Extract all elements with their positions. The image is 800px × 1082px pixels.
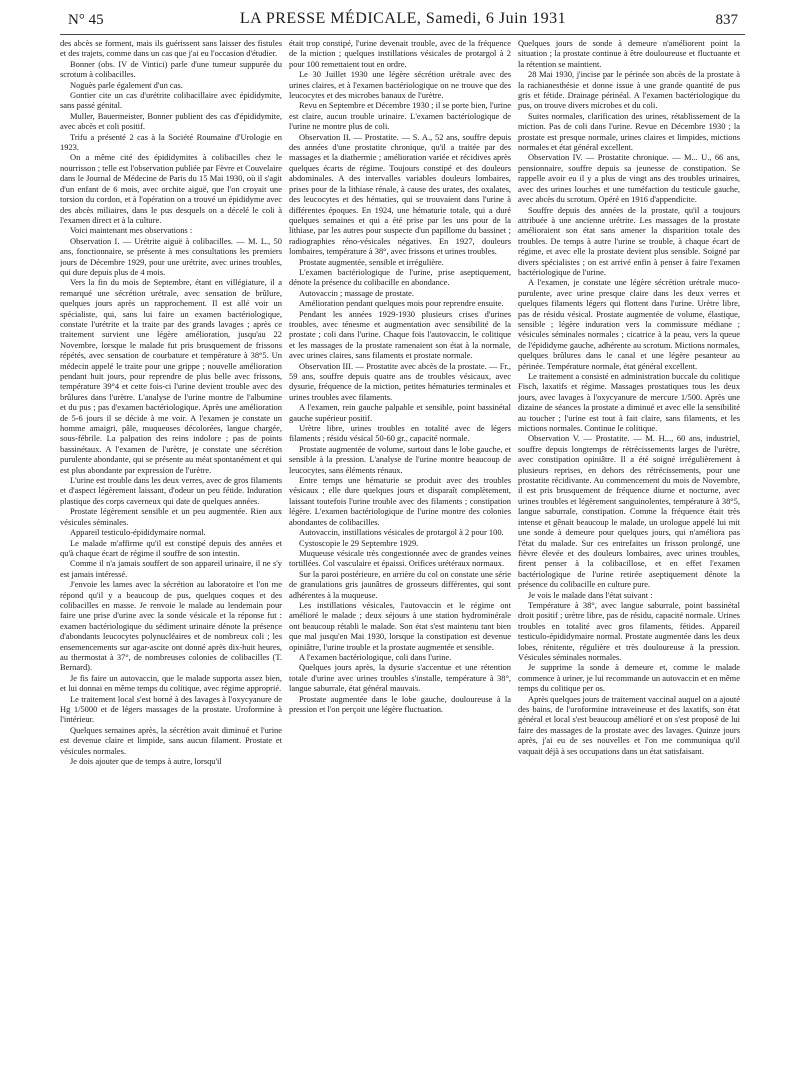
paragraph: Prostate légèrement sensible et un peu augmentée. Rien aux vésicules séminales. xyxy=(60,506,282,527)
paragraph: Le malade m'affirme qu'il est constipé depuis des années et qu'à chaque écart de régime il souffre de son intestin. xyxy=(60,537,282,558)
paragraph: L'urine est trouble dans les deux verres, avec de gros filaments et d'aspect légèrement laissant, d'odeur un peu fétide. Induration plastique des corps caverneux qui date de quelques années. xyxy=(60,475,282,506)
paragraph: Prostate augmentée, sensible et irrégulière. xyxy=(299,256,444,267)
paragraph: Le traitement a consisté en administration buccale du colitique Fisch, laxatifs et régime. Massages prostatiques tous les deux jours, avec lavages à l'oxycyanure de mercure 1/500. Après une dizaine de séances la prostate a diminué et avec elle la sensibilité au toucher ; l'urine est tout à fait claire, sans filaments, et les mictions normales. Continue le colitique. xyxy=(518,371,740,434)
paragraph: Observation V. — Prostatite. — M. H..., 60 ans, industriel, souffre depuis longtemps de rétrécissements larges de l'urètre, avec constipation opiniâtre. Il a été soigné irrégulièrement à plusieurs reprises, en dehors des rétrécissements, pour une prostatite récidivante. Au commencement du mois de Novembre, il est pris brusquement de fréquence diurne et nocturne, avec urines troubles et légèrement sanguinolentes, température à 38°5, langue saburrale, constipation. Comme la fréquence était très intense et gênait beaucoup le malade, un urologue appelé lui mit une sonde à demeure pour quelques jours, qui n'améliora pas l'état du malade. Sur ces entrefaites un frisson prolongé, une fièvre élevée et des douleurs lombaires, avec urines troubles, firent penser à la colibacillose, et en effet l'examen bactériologique de l'urine retirée aseptiquement dénote la présence du colibacille en culture pure. xyxy=(518,433,740,590)
paragraph: Sur la paroi postérieure, en arrière du col on constate une série de granulations gris jaunâtres de grosseurs différentes, qui sont adhérentes à la muqueuse. xyxy=(289,568,511,600)
paragraph: Autovaccin, instillations vésicales de protargol à 2 pour 100. xyxy=(299,527,504,538)
paragraph: Cystoscopie le 29 Septembre 1929. xyxy=(299,537,419,548)
paragraph: était trop constipé, l'urine devenait trouble, avec de la fréquence de la miction ; quelques instillations vésicales de protargol à 2 pour 100 remettaient tout en ordre. xyxy=(289,38,511,69)
paragraph: Température à 38°, avec langue saburrale, point bassinétal droit positif ; urètre libre, pas de résidu, capacité normale. Urines troubles en totalité avec gros filaments, fétides. Appareil testiculo-épididymaire normal. Prostate augmentée dans les deux lobes, rénitente, régulière et très douloureuse à la pression. Vésicules séminales normales. xyxy=(518,599,740,662)
paragraph: Urètre libre, urines troubles en totalité avec de légers filaments ; résidu vésical 50-60 gr., capacité normale. xyxy=(289,423,511,444)
paragraph: Prostate augmentée dans le lobe gauche, douloureuse à la pression et l'on perçoit une légère fluctuation. xyxy=(289,693,511,714)
paragraph: Gontier cite un cas d'urétrite colibacillaire avec épididymite, sans passé génital. xyxy=(60,90,282,111)
paragraph: J'envoie les lames avec la sécrétion au laboratoire et l'on me répond qu'il y a beaucoup de pus, quelques coques et des colibacilles en masse. Je renvoie le malade au lendemain pour faire une prise d'urine avec la sonde vésicale et la réponse fut : examen bactériologique du sédiment urinaire dénote la présence d'abondants leucocytes polynucléaires et de nombreux coli ; les ensemencements sur agar-ascite ont donné après dix-huit heures, au thermostat à 37°, de nombreuses colonies de colibacilles (T. Bernard). xyxy=(60,579,282,673)
paragraph: 28 Mai 1930, j'incise par le périnée son abcès de la prostate à la rachianesthésie et donne issue à une grande quantité de pus gris et fétide. Drainage périnéal. A l'examen bactériologique du pus, on trouve divers microbes et du coli. xyxy=(518,69,740,111)
paragraph: A l'examen, je constate une légère sécrétion urétrale muco-purulente, avec urine presque claire dans les deux verres et quelques filaments légers qui flottent dans l'urine. Urètre libre, pas de résidu vésical. Prostate augmentée de volume, élastique, sensible ; légère induration vers la commissure médiane ; vésicules séminales normales ; cicatrice à la peau, vers la queue de l'épididyme gauche, adhérente au scrotum. Mictions normales, quelques brûlures dans le canal et une légère pesanteur au périnée. Température normale, état général excellent. xyxy=(518,277,740,371)
paragraph: Les instillations vésicales, l'autovaccin et le régime ont amélioré le malade ; deux séjours à une station hydrominérale ont beaucoup rétabli le malade. Son état s'est maintenu tant bien que mal jusqu'en Mai 1930, lorsque la constipation est devenue opiniâtre, l'urine trouble et la prostate augmentée et sensible. xyxy=(289,599,511,652)
paragraph: Pendant les années 1929-1930 plusieurs crises d'urines troubles, avec ténesme et augmentation avec sensibilité de la prostate ; coli dans l'urine. Chaque fois l'autovaccin, le colitique et les massages de la prostate ramenaient son état à la normale, avec urines claires, sans filaments et prostate normale. xyxy=(289,308,511,361)
journal-title: LA PRESSE MÉDICALE, Samedi, 6 Juin 1931 xyxy=(239,10,567,27)
paragraph: Le 30 Juillet 1930 une légère sécrétion urétrale avec des urines claires, et à l'examen bactériologique on ne trouve que des leucocytes et des microbes banaux de l'urètre. xyxy=(289,69,511,101)
paragraph: Prostate augmentée de volume, surtout dans le lobe gauche, et sensible à la pression. L'analyse de l'urine montre beaucoup de leucocytes, sans éléments rénaux. xyxy=(289,443,511,475)
paragraph: Suites normales, clarification des urines, rétablissement de la miction. Pas de coli dans l'urine. Revue en Décembre 1930 ; la prostate est presque normale, urines claires et limpides, mictions normales et état général excellent. xyxy=(518,110,740,153)
paragraph: Le traitement local s'est borné à des lavages à l'oxycyanure de Hg 1/5000 et de légers massages de la prostate. Uroformine à l'intérieur. xyxy=(60,693,282,725)
paragraph: Observation III. — Prostatite avec abcès de la prostate. — Fr., 59 ans, souffre depuis quatre ans de troubles vésicaux, avec dysurie, fréquence de la miction, petites hématuries terminales et urines troubles avec filaments. xyxy=(289,360,511,402)
paragraph: Amélioration pendant quelques mois pour reprendre ensuite. xyxy=(299,298,504,309)
paragraph: Après quelques jours de traitement vaccinal auquel on a ajouté des bains, de l'uroformine intraveineuse et des laxatifs, son état général et local s'est beaucoup amélioré et on s'est proposé de lui faire des massages de la prostate avec des lavages. Quinze jours après, j'ai eu de ses nouvelles et l'on me communiqua qu'il vaquait déjà à ses occupations dans un état satisfaisant. xyxy=(518,693,740,756)
paragraph: Comme il n'a jamais souffert de son appareil urinaire, il ne s'y est jamais intéressé. xyxy=(60,558,282,579)
paragraph: des abcès se forment, mais ils guérissent sans laisser des fistules et des trajets, comme dans un cas que j'ai eu l'occasion d'étudier. xyxy=(60,38,282,59)
paragraph: Entre temps une hématurie se produit avec des troubles vésicaux ; elle dure quelques jours et disparaît complètement, laissant toutefois l'urine trouble avec des filaments ; constipation légère. L'examen bactériologique de l'urine montre des colonies abondantes de colibacilles. xyxy=(289,475,511,527)
paragraph: Muller, Bauermeister, Bonner publient des cas d'épididymite, avec abcès et coli positif. xyxy=(60,110,282,132)
paragraph: Souffre depuis des années de la prostate, qu'il a toujours attribuée à une ancienne urétrite. Les massages de la prostate amélioraient son état sans amener la disparition totale des troubles. De temps à autre l'urine se trouble, à chaque écart de régime, et avec elle la prostate devient plus sensible. Soigné par divers spécialistes ; on est arrivé enfin à penser à faire l'examen bactériologique de l'urine. xyxy=(518,204,740,277)
paragraph: Quelques jours de sonde à demeure n'améliorent point la situation ; la prostate continue à être douloureuse et fluctuante et la rétention se maintient. xyxy=(518,38,740,69)
text-column-1 xyxy=(60,38,282,1078)
issue-number: N° 45 xyxy=(68,12,104,28)
paragraph: Bonner (obs. IV de Vintici) parle d'une tumeur suppurée du scrotum à colibacilles. xyxy=(60,58,282,80)
header-rule xyxy=(60,34,745,35)
paragraph: Revu en Septembre et Décembre 1930 ; il se porte bien, l'urine est claire, aucun trouble urinaire. L'examen bactériologique de l'urine ne montre plus de coli. xyxy=(289,100,511,132)
text-column-2 xyxy=(289,38,511,1078)
paragraph: A l'examen, rein gauche palpable et sensible, point bassinétal gauche supérieur positif. xyxy=(289,402,511,423)
paragraph: Observation IV. — Prostatite chronique. — M... U., 66 ans, pensionnaire, souffre depuis sa jeunesse de constipation. Se rappelle avoir eu il y a plus de vingt ans des troubles urinaires, avec des urines louches et une tuméfaction du testicule gauche, avec abcès du scrotum. Opéré en 1916 d'appendicite. xyxy=(518,152,740,205)
paragraph: A l'examen bactériologique, coli dans l'urine. xyxy=(299,651,452,662)
paragraph: Voici maintenant mes observations : xyxy=(70,225,193,236)
paragraph: Je dois ajouter que de temps à autre, lorsqu'il xyxy=(70,756,222,767)
paragraph: Observation II. — Prostatite. — S. A., 52 ans, souffre depuis des années d'une prostatite chronique, qu'il a traitée par des massages et la diathermie ; amélioration variée et récidives après quelques écarts de régime. Toujours constipé et des douleurs abdominales. A des intervalles variables douleurs lombaires, prises pour de la lithiase rénale, à cause des urates, des oxalates, des leucocytes et des hématies, qui se trouvaient dans l'urine à différentes époques. En 1924, une hématurie totale, qui a duré quelques semaines et qui a été prise par les uns pour de la lithiase, par les autres pour suspecte d'un papillome du bassinet ; radiographies réno-vésicales négatives. En 1927, douleurs lombaires, température à 38°, avec frissons et urines troubles. xyxy=(289,131,511,257)
paragraph: Vers la fin du mois de Septembre, étant en villégiature, il a remarqué une sécrétion urétrale, avec sensation de brûlure, quelques jours après un rapprochement. Il est allé voir un spécialiste, qui, sans lui faire un examen bactériologique, constate l'urétrite et la traite par des grands lavages ; après ce traitement survient une légère amélioration, jusqu'au 22 Novembre, lorsque le malade fut pris brusquement de frissons répétés, avec sensation de courbature et température à 38°5. Un médecin appelé le traite pour une grippe ; nouvelle amélioration pendant huit jours, pour reprendre de plus belle avec frissons, température 39°4 et cette fois-ci l'urine devient trouble avec des brûlures dans l'urètre. L'analyse de l'urine montre de l'albumine et du pus ; pas d'examen bactériologique. Après une amélioration de 5-6 jours il se décide à me voir. A l'examen je constate un homme amaigri, pâle, muqueuses décolorées, langue chargée, sous-fébrile. La palpation des reins indolore ; pas de points bassinétaux. A l'examen de l'urètre, je constate une sécrétion purulente abondante, qui se présente au méat spontanément et qui est plus abondante par expression de l'urètre. xyxy=(60,277,282,475)
text-column-3 xyxy=(518,38,740,1078)
paragraph: Noguès parle également d'un cas. xyxy=(70,79,183,90)
page-header xyxy=(68,8,738,32)
paragraph: Observation I. — Urétrite aiguë à colibacilles. — M. L., 50 ans, fonctionnaire, se présente à mes consultations les premiers jours de Décembre 1929, pour une urétrite, avec urines troubles, qui dure depuis plus de 4 mois. xyxy=(60,235,282,277)
paragraph: Quelques jours après, la dysurie s'accentue et une rétention totale d'urine avec urines troubles s'installe, température à 38°, langue saburrale, état général mauvais. xyxy=(289,662,511,694)
paragraph: Trifu a présenté 2 cas à la Société Roumaine d'Urologie en 1923. xyxy=(60,131,282,153)
paragraph: Autovaccin ; massage de prostate. xyxy=(299,287,415,298)
page-number: 837 xyxy=(715,12,738,28)
paragraph: Je vois le malade dans l'état suivant : xyxy=(528,589,653,600)
paragraph: L'examen bactériologique de l'urine, prise aseptiquement, dénote la présence du colibacille en abondance. xyxy=(289,266,511,288)
paragraph: Quelques semaines après, la sécrétion avait diminué et l'urine est devenue claire et limpide, sans aucun filament. Prostate et vésicules normales. xyxy=(60,724,282,756)
paragraph: Appareil testiculo-épididymaire normal. xyxy=(70,527,206,538)
paragraph: Je fis faire un autovaccin, que le malade supporta assez bien, et lui donnai en même temps du colitique, avec régime approprié. xyxy=(60,672,282,694)
paragraph: On a même cité des épididymites à colibacilles chez le nourrisson ; telle est l'observation publiée par Fèvre et Couvelaire dans le Journal de Médecine de Paris du 15 Mai 1930, où il s'agit d'un enfant de 6 mois, avec orchite aiguë, que l'on croyait une torsion du cordon, et à l'opération on a trouvé un épididyme avec des abcès miliaires, dans le pus desquels on a décelé le coli à l'examen direct et à la culture. xyxy=(60,152,282,225)
paragraph: Muqueuse vésicale très congestionnée avec de grandes veines tortillées. Col vasculaire et épaissi. Orifices urétéraux normaux. xyxy=(289,547,511,569)
paragraph: Je supprime la sonde à demeure et, comme le malade commence à uriner, je lui recommande un autovaccin et en même temps du colitique per os. xyxy=(518,662,740,694)
